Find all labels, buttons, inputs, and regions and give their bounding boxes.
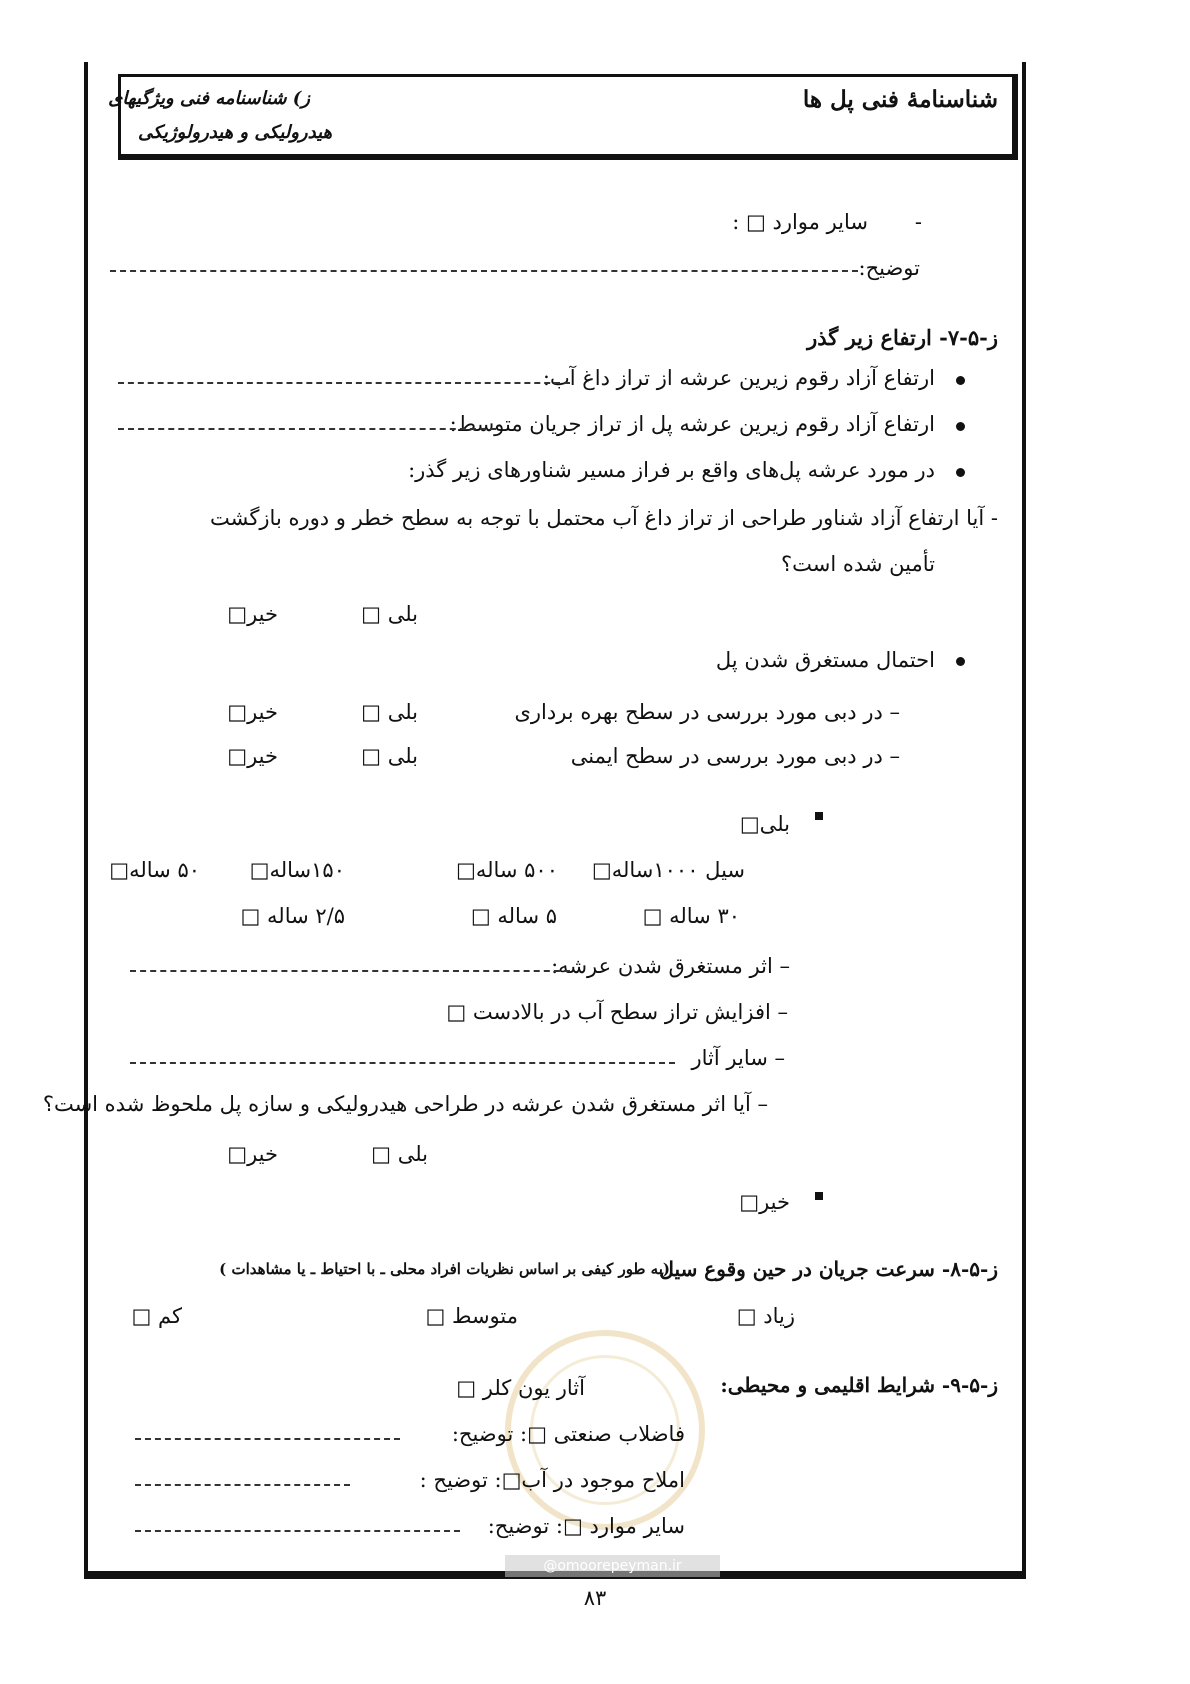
no-checkbox-3[interactable]: خیر□ bbox=[227, 744, 278, 768]
bullet4-text: احتمال مستغرق شدن پل bbox=[715, 648, 935, 672]
flood-5-checkbox[interactable]: ۵ ساله □ bbox=[470, 904, 557, 928]
bullet2-fill-line bbox=[118, 428, 496, 430]
no-checkbox-1[interactable]: خیر□ bbox=[227, 602, 278, 626]
yes-checkbox-4[interactable]: بلی □ bbox=[371, 1142, 428, 1166]
bullet1-text: ارتفاع آزاد رقوم زیرین عرشه از تراز داغ آب: bbox=[542, 366, 935, 390]
watermark-url: @omoorepeyman.ir bbox=[505, 1555, 720, 1577]
question1-line1: - آیا ارتفاع آزاد شناور طراحی از تراز داغ آب محتمل با توجه به سطح خطر و دوره بازگشت bbox=[210, 506, 998, 530]
speed-medium-checkbox[interactable]: متوسط □ bbox=[425, 1304, 518, 1328]
no-square-option[interactable]: خیر□ bbox=[739, 1190, 790, 1214]
explanation-fill-line bbox=[110, 270, 858, 272]
sub-safety-level: – در دبی مورد بررسی در سطح ایمنی bbox=[570, 744, 900, 768]
bullet1-fill-line bbox=[118, 382, 570, 384]
flood-500-checkbox[interactable]: ۵۰۰ ساله□ bbox=[455, 858, 558, 882]
flood-50-checkbox[interactable]: ۵۰ ساله□ bbox=[109, 858, 200, 882]
bullet-dot bbox=[956, 376, 965, 385]
other-items-checkbox[interactable]: سایر موارد □: توضیح: bbox=[487, 1514, 685, 1538]
bullet-dot bbox=[956, 468, 965, 477]
upstream-increase-checkbox[interactable]: – افزایش تراز سطح آب در بالادست □ bbox=[446, 1000, 788, 1024]
flood-150-checkbox[interactable]: ۱۵۰ساله□ bbox=[249, 858, 345, 882]
page-number: ۸۳ bbox=[583, 1586, 607, 1610]
bullet3-text: در مورد عرشه پل‌های واقع بر فراز مسیر شناورهای زیر گذر: bbox=[408, 458, 935, 482]
no-checkbox-2[interactable]: خیر□ bbox=[227, 700, 278, 724]
other-effects-label: – سایر آثار bbox=[691, 1046, 785, 1070]
yes-checkbox-1[interactable]: بلی □ bbox=[361, 602, 418, 626]
explanation-label: توضیح: bbox=[858, 256, 920, 280]
chloride-effects-checkbox[interactable]: آثار یون کلر □ bbox=[456, 1376, 585, 1400]
bullet2-text: ارتفاع آزاد رقوم زیرین عرشه پل از تراز جریان متوسط: bbox=[449, 412, 935, 436]
question2-text: – آیا اثر مستغرق شدن عرشه در طراحی هیدرولیکی و سازه پل ملحوظ شده است؟ bbox=[42, 1092, 768, 1116]
speed-low-checkbox[interactable]: کم □ bbox=[131, 1304, 182, 1328]
bullet-dot bbox=[956, 422, 965, 431]
header-subtitle-line2: هیدرولیکی و هیدرولوژیکی bbox=[137, 122, 332, 143]
section8-heading: ز-۵-۸- سرعت جریان در حین وقوع سیل bbox=[659, 1257, 998, 1281]
question1-line2: تأمین شده است؟ bbox=[781, 552, 935, 576]
water-salts-fill-line bbox=[135, 1484, 350, 1486]
dash-marker: - bbox=[914, 210, 922, 234]
flood-1000-checkbox[interactable]: سیل ۱۰۰۰ساله□ bbox=[591, 858, 745, 882]
flood-30-checkbox[interactable]: ۳۰ ساله □ bbox=[642, 904, 740, 928]
other-items-field: سایر موارد □ : bbox=[732, 210, 868, 234]
square-bullet bbox=[815, 812, 823, 820]
industrial-wastewater-fill-line bbox=[135, 1438, 400, 1440]
no-checkbox-4[interactable]: خیر□ bbox=[227, 1142, 278, 1166]
sub-operation-level: – در دبی مورد بررسی در سطح بهره برداری bbox=[514, 700, 900, 724]
industrial-wastewater-checkbox[interactable]: فاضلاب صنعتی □: توضیح: bbox=[451, 1422, 685, 1446]
yes-square-option[interactable]: بلی□ bbox=[739, 812, 790, 836]
other-effects-fill-line bbox=[130, 1062, 675, 1064]
yes-checkbox-2[interactable]: بلی □ bbox=[361, 700, 418, 724]
section7-heading: ز-۵-۷- ارتفاع زیر گذر bbox=[807, 325, 998, 350]
flood-2-5-checkbox[interactable]: ۲/۵ ساله □ bbox=[240, 904, 345, 928]
other-items-fill-line bbox=[135, 1530, 460, 1532]
water-salts-checkbox[interactable]: املاح موجود در آب□: توضیح : bbox=[419, 1468, 685, 1492]
square-bullet bbox=[815, 1192, 823, 1200]
bullet-dot bbox=[956, 657, 965, 666]
yes-checkbox-3[interactable]: بلی □ bbox=[361, 744, 418, 768]
speed-high-checkbox[interactable]: زیاد □ bbox=[736, 1304, 795, 1328]
section9-heading: ز-۵-۹- شرایط اقلیمی و محیطی: bbox=[720, 1373, 998, 1397]
submersion-effect-fill-line bbox=[130, 970, 570, 972]
header-title: شناسنامۀ فنی پل ها bbox=[802, 86, 998, 113]
submersion-effect-label: – اثر مستغرق شدن عرشه: bbox=[551, 954, 790, 978]
section8-note: (به طور کیفی بر اساس نظریات افراد محلی ـ با احتیاط ـ یا مشاهدات ) bbox=[219, 1260, 670, 1278]
header-subtitle-line1: ز) شناسنامه فنی ویژگیهای bbox=[108, 88, 310, 109]
